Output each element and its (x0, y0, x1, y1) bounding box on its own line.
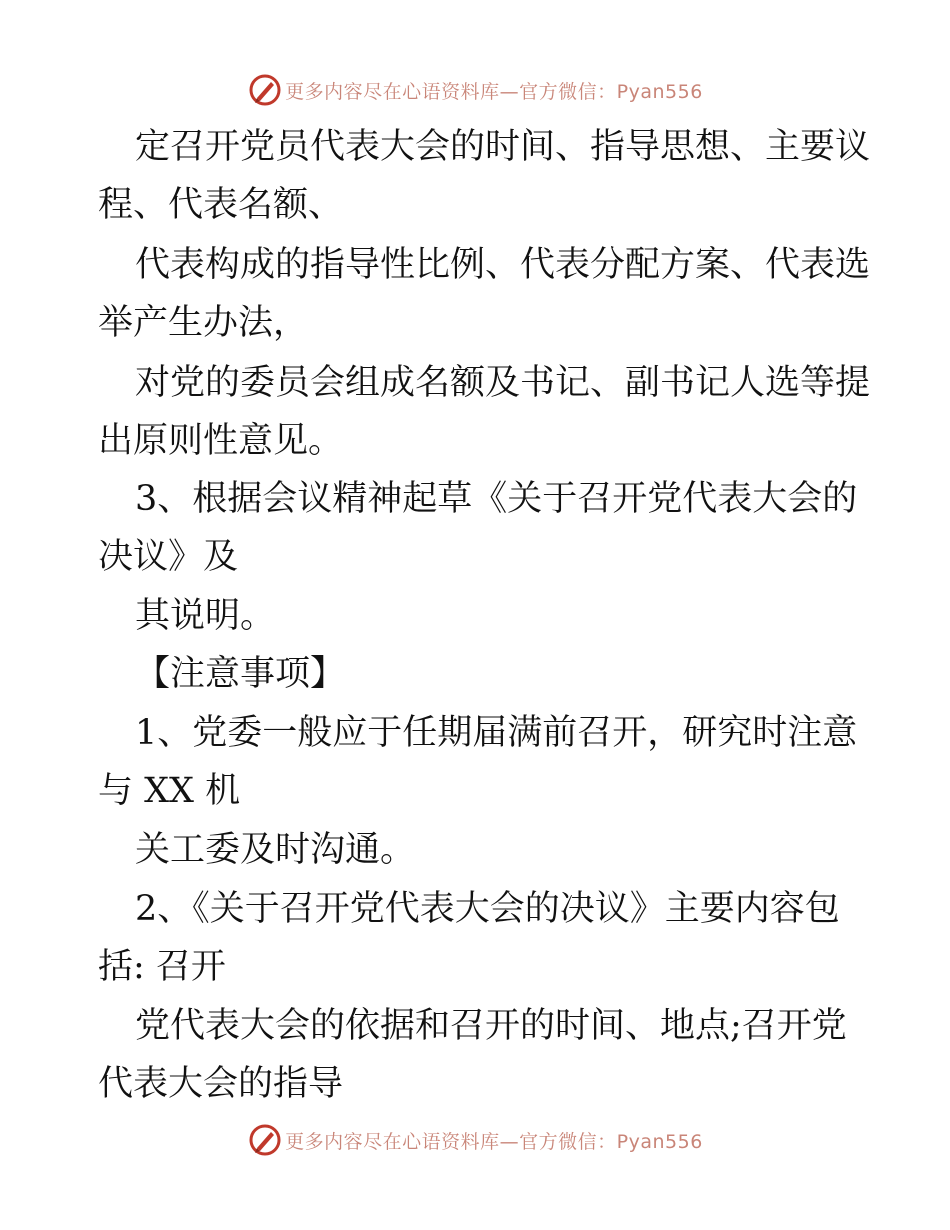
pen-circle-logo-icon (247, 1122, 283, 1158)
paragraph-line: 出原则性意见。 (98, 421, 344, 461)
paragraph-line: 其说明。 (135, 596, 276, 636)
paragraph-line: 2、《关于召开党代表大会的决议》主要内容包 (135, 889, 840, 929)
watermark-text: 更多内容尽在心语资料库—官方微信：Pyan556 (285, 1130, 703, 1153)
paragraph-line: 对党的委员会组成名额及书记、副书记人选等提 (135, 363, 871, 403)
paragraph-line: 定召开党员代表大会的时间、指导思想、主要议 (135, 127, 871, 167)
header-watermark (0, 70, 950, 110)
pen-circle-logo-icon (247, 72, 283, 108)
paragraph-line: 与 XX 机 (98, 771, 241, 811)
paragraph-line: 举产生办法， (98, 303, 309, 343)
paragraph-line: 括: 召开 (98, 947, 226, 987)
paragraph-line: 代表大会的指导 (98, 1064, 344, 1104)
section-heading: 【注意事项】 (135, 654, 346, 694)
footer-watermark (0, 1120, 950, 1160)
paragraph-line: 1、党委一般应于任期届满前召开，研究时注意 (135, 713, 858, 753)
paragraph-line: 代表构成的指导性比例、代表分配方案、代表选 (135, 245, 871, 285)
paragraph-line: 3、根据会议精神起草《关于召开党代表大会的 (135, 479, 858, 519)
paragraph-line: 程、代表名额、 (98, 185, 344, 225)
watermark-text: 更多内容尽在心语资料库—官方微信：Pyan556 (285, 80, 703, 103)
paragraph-line: 关工委及时沟通。 (135, 830, 416, 870)
paragraph-line: 决议》及 (98, 537, 239, 577)
paragraph-line: 党代表大会的依据和召开的时间、地点;召开党 (135, 1006, 847, 1046)
